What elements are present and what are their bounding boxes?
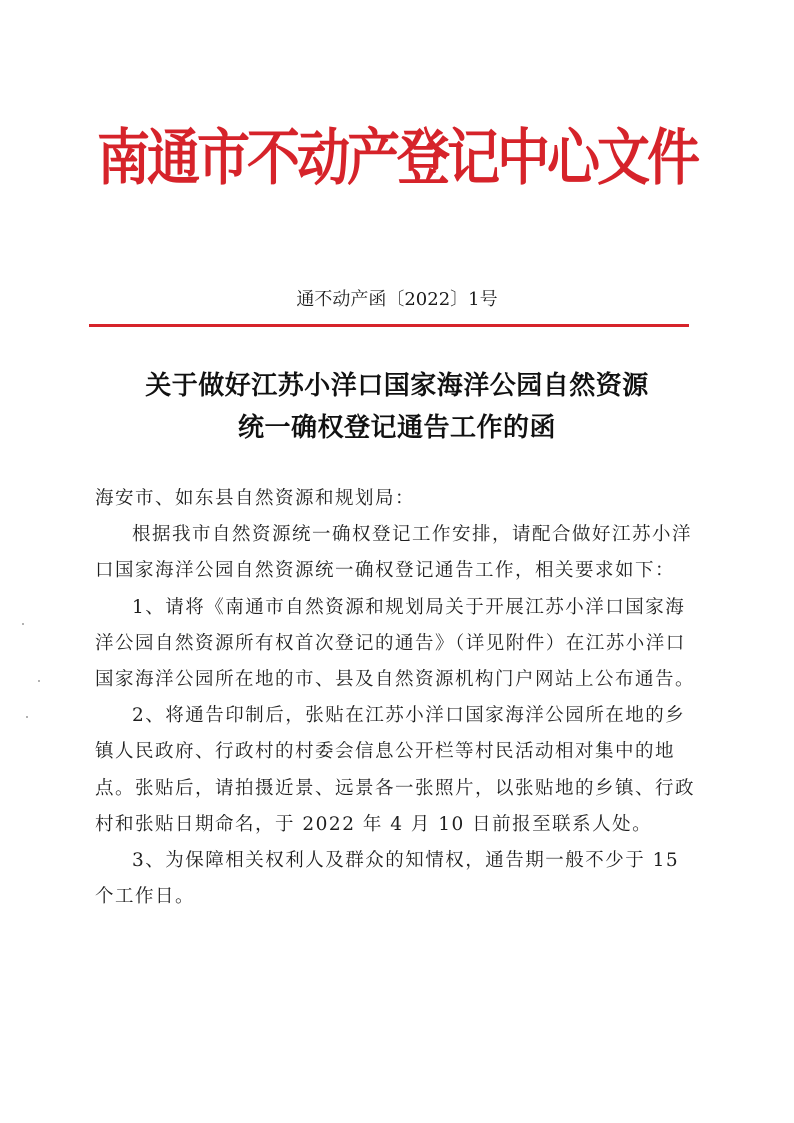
item-2-paragraph: 2、将通告印制后，张贴在江苏小洋口国家海洋公园所在地的乡镇人民政府、行政村的村委会信息公开栏等村民活动相对集中的地点。张贴后，请拍摄近景、远景各一张照片，以张贴地的乡镇、行政村和张贴日期命名，于 2022 年 4 月 10 日前报至联系人处。 (95, 705, 696, 835)
item-1-paragraph: 1、请将《南通市自然资源和规划局关于开展江苏小洋口国家海洋公园自然资源所有权首次登记的通告》（详见附件）在江苏小洋口国家海洋公园所在地的市、县及自然资源机构门户网站上公布通告。 (95, 596, 696, 691)
salutation: 海安市、如东县自然资源和规划局： (95, 488, 416, 509)
red-divider-line (89, 324, 689, 327)
document-number: 通不动产函〔2022〕1号 (296, 289, 498, 310)
scan-speck (22, 623, 24, 625)
document-body (95, 481, 695, 915)
title-line-2: 统一确权登记通告工作的函 (237, 413, 556, 443)
scan-speck (26, 716, 28, 718)
document-masthead: 南通市不动产登记中心文件 (97, 122, 697, 194)
document-title (0, 365, 794, 449)
scan-speck (38, 680, 40, 682)
title-line-1: 关于做好江苏小洋口国家海洋公园自然资源 (145, 371, 649, 401)
item-3-paragraph: 3、为保障相关权利人及群众的知情权，通告期一般不少于 15 个工作日。 (95, 850, 680, 908)
intro-paragraph: 根据我市自然资源统一确权登记工作安排，请配合做好江苏小洋口国家海洋公园自然资源统一确权登记通告工作，相关要求如下： (95, 524, 693, 582)
